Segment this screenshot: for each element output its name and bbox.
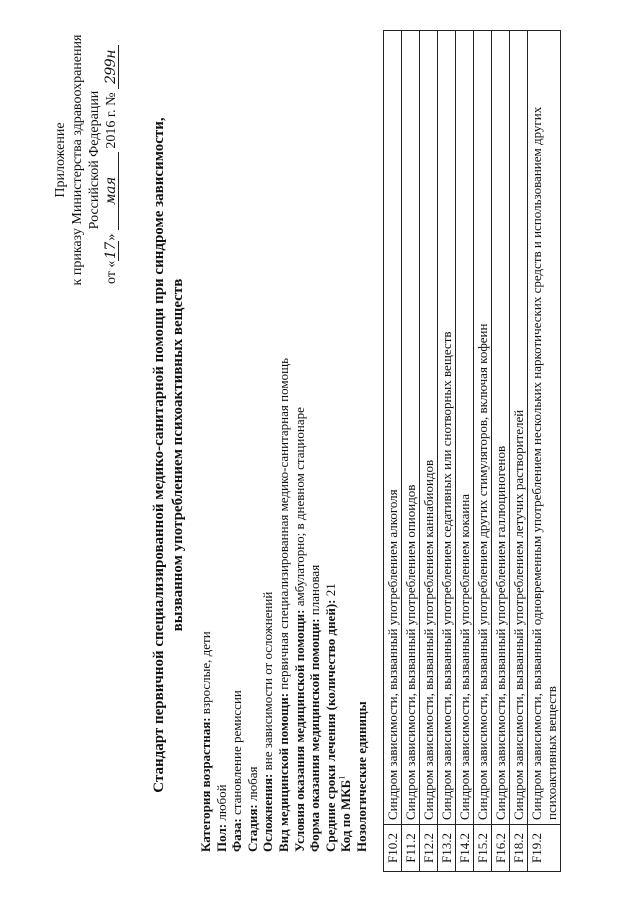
- param-age: Категория возрастная: взрослые, дети: [198, 631, 213, 852]
- table-row: [420, 31, 438, 872]
- icd-description: Синдром зависимости, вызванный употреблением галлюциногенов: [492, 31, 510, 825]
- param-care-conditions: Условия оказания медицинской помощи: амбулаторно; в дневном стационаре: [291, 407, 307, 852]
- param-care-type: Вид медицинской помощи: первичная специализированная медико-санитарная помощь: [275, 357, 291, 852]
- icd-description: Синдром зависимости, вызванный употреблением кокаина: [456, 31, 474, 825]
- appendix-order-line: к приказу Министерства здравоохранения: [70, 34, 85, 286]
- date-mid: »: [104, 233, 119, 241]
- icd-description: Синдром зависимости, вызванный употреблением других стимуляторов, включая кофеин: [474, 31, 492, 825]
- handwritten-month: мая: [104, 152, 119, 230]
- table-row: [528, 31, 561, 872]
- handwritten-day: 17: [103, 242, 119, 259]
- icd-description: Синдром зависимости, вызванный употреблением опиоидов: [402, 31, 420, 825]
- param-complications: Осложнения: вне зависимости от осложнений: [260, 591, 276, 852]
- param-sex: Пол: любой: [213, 784, 229, 852]
- appendix-date-line: [103, 30, 120, 290]
- document-title: [150, 75, 188, 835]
- table-row: [492, 31, 510, 872]
- title-line-2: вызванном употреблением психоактивных веществ: [170, 278, 186, 632]
- icd-description: Синдром зависимости, вызванный употреблением каннабиоидов: [420, 31, 438, 825]
- date-prefix: от «: [104, 260, 119, 284]
- table-row: [510, 31, 528, 872]
- icd-code: F18.2: [510, 825, 528, 872]
- icd-code: F10.2: [384, 825, 402, 872]
- icd-code: F14.2: [456, 825, 474, 872]
- footnote-mark: 1: [338, 775, 348, 780]
- number-prefix: №: [104, 92, 119, 106]
- handwritten-number: 299н: [104, 45, 119, 89]
- icd-table: [383, 30, 561, 872]
- standard-parameters: [198, 32, 370, 852]
- icd-code: F13.2: [438, 825, 456, 872]
- param-nosological-units: Нозологические единицы: [353, 701, 369, 852]
- appendix-title: Приложение: [53, 122, 68, 198]
- table-row: [456, 31, 474, 872]
- icd-description: Синдром зависимости, вызванный употреблением седативных или снотворных веществ: [438, 31, 456, 825]
- table-row: [438, 31, 456, 872]
- param-stage: Стадия: любая: [244, 766, 260, 852]
- icd-code: F19.2: [528, 825, 561, 872]
- param-care-form: Форма оказания медицинской помощи: плановая: [307, 564, 323, 852]
- appendix-block: [52, 30, 120, 290]
- icd-description: Синдром зависимости, вызванный употреблением летучих растворителей: [510, 31, 528, 825]
- param-icd-code: Код по МКБ$^1$: [338, 775, 354, 852]
- table-row: [384, 31, 402, 872]
- table-row: [474, 31, 492, 872]
- param-phase: Фаза: становление ремиссии: [229, 690, 245, 852]
- icd-description: Синдром зависимости, вызванный одновременным употреблением нескольких наркотических средств и использованием других психоактивных веществ: [528, 31, 561, 825]
- icd-code: F15.2: [474, 825, 492, 872]
- icd-code: F16.2: [492, 825, 510, 872]
- date-year: 2016 г.: [104, 109, 119, 149]
- title-line-1: Стандарт первичной специализированной медико-санитарной помощи при синдроме зависимости,: [151, 117, 167, 793]
- icd-code: F11.2: [402, 825, 420, 872]
- icd-description: Синдром зависимости, вызванный употреблением алкоголя: [384, 31, 402, 825]
- param-duration: Средние сроки лечения (количество дней): 21: [322, 583, 338, 852]
- icd-code: F12.2: [420, 825, 438, 872]
- appendix-federation-line: Российской Федерации: [87, 90, 102, 230]
- table-row: [402, 31, 420, 872]
